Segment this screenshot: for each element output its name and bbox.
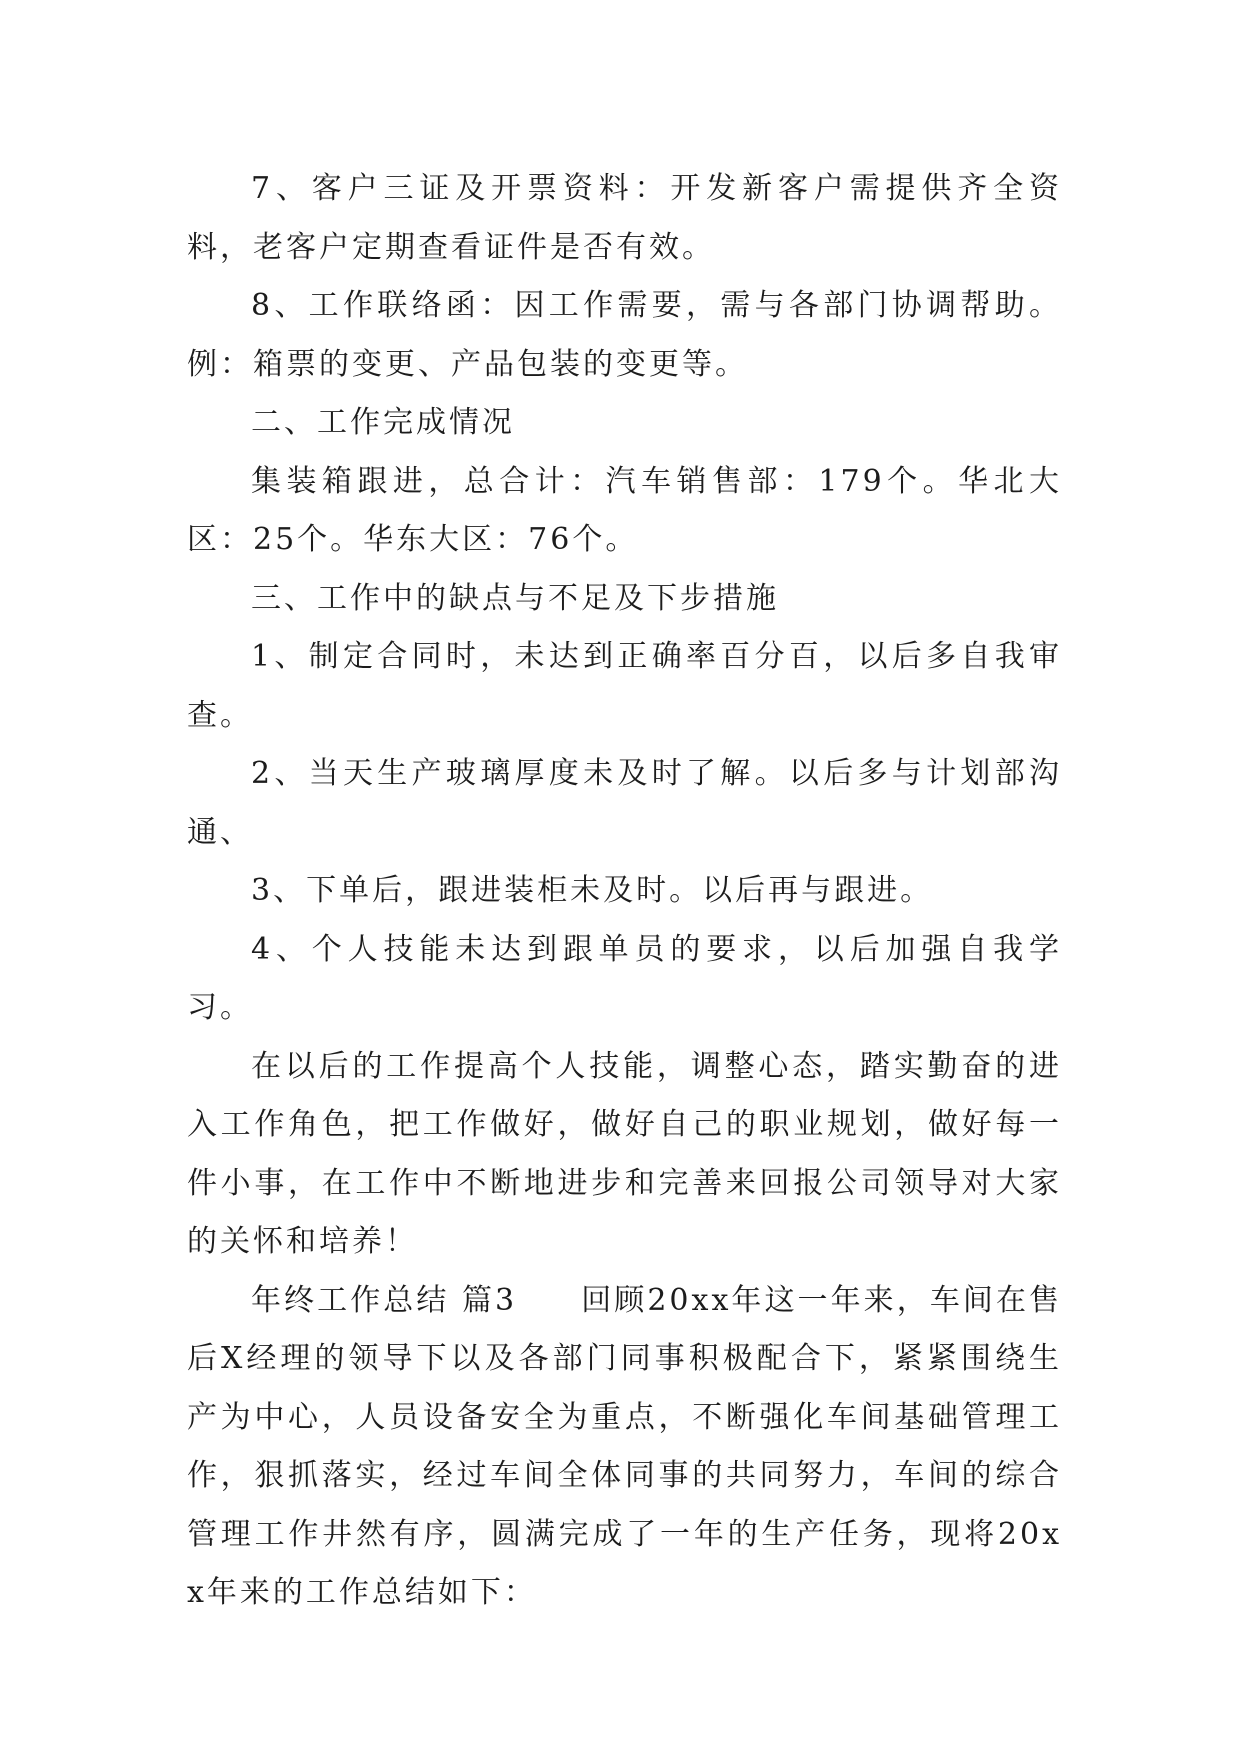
paragraph-shortcoming-1: 1、制定合同时，未达到正确率百分百，以后多自我审查。: [187, 639, 1062, 733]
heading-work-completion: 二、工作完成情况: [251, 405, 515, 440]
paragraph-container-summary: 集装箱跟进，总合计：汽车销售部：179个。华北大区：25个。华东大区：76个。: [187, 463, 1062, 557]
paragraph-section-3: [187, 1272, 1062, 1623]
heading-shortcomings: 三、工作中的缺点与不足及下步措施: [251, 580, 779, 616]
paragraph-shortcoming-4: 4、个人技能未达到跟单员的要求，以后加强自我学习。: [187, 931, 1062, 1025]
paragraph-conclusion: 在以后的工作提高个人技能，调整心态，踏实勤奋的进入工作角色，把工作做好，做好自己的职业规划，做好每一件小事，在工作中不断地进步和完善来回报公司领导对大家的关怀和培养！: [187, 1048, 1062, 1259]
paragraph-shortcoming-3: 3、下单后，跟进装柜未及时。以后再与跟进。: [251, 873, 934, 908]
paragraph-item-8: 8、工作联络函：因工作需要，需与各部门协调帮助。例：箱票的变更、产品包装的变更等。: [187, 288, 1062, 382]
section-title: 年终工作总结 篇3: [251, 1282, 518, 1318]
paragraph-item-7: 7、客户三证及开票资料：开发新客户需提供齐全资料，老客户定期查看证件是否有效。: [187, 171, 1062, 265]
paragraph-shortcoming-2: 2、当天生产玻璃厚度未及时了解。以后多与计划部沟通、: [187, 756, 1062, 850]
document-body: [187, 160, 1062, 1623]
section-body: 回顾20xx年这一年来，车间在售后X经理的领导下以及各部门同事积极配合下，紧紧围绕生产为中心，人员设备安全为重点，不断强化车间基础管理工作，狠抓落实，经过车间全体同事的共同努力，车间的综合管理工作井然有序，圆满完成了一年的生产任务，现将20xx年来的工作总结如下：: [187, 1282, 1063, 1610]
